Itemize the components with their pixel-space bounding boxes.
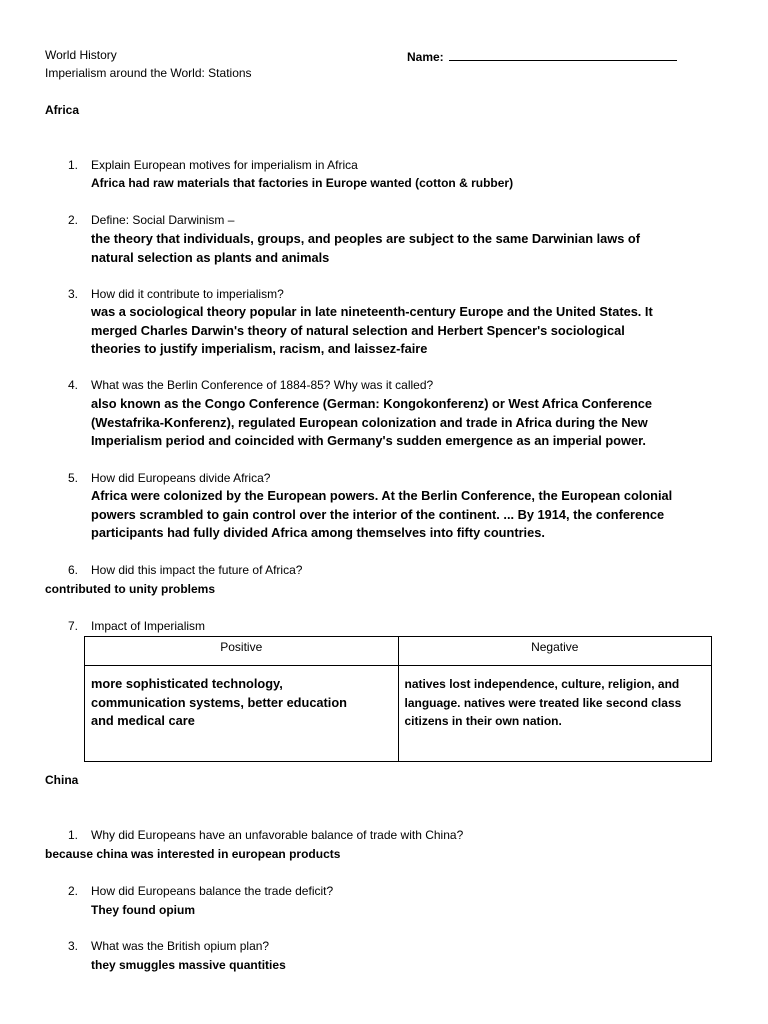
answer-line: participants had fully divided Africa among themselves into fifty countries.: [91, 525, 545, 541]
section-title-china: China: [45, 773, 79, 787]
question-number: 3.: [67, 939, 78, 953]
question-text: Explain European motives for imperialism in Africa: [91, 158, 358, 172]
answer-block: [91, 230, 640, 267]
course-title: World History: [45, 48, 117, 62]
answer-line: was a sociological theory popular in late nineteenth-century Europe and the United States. It: [91, 304, 653, 319]
question-number: 1.: [67, 828, 78, 842]
question-number: 7.: [67, 619, 78, 633]
question-number: 3.: [67, 287, 78, 301]
answer-line: Imperialism period and coincided with Germany's sudden emergence as an imperial power.: [91, 433, 646, 449]
answer-line: theories to justify imperialism, racism, and laissez-faire: [91, 341, 428, 357]
answer-block: [91, 487, 672, 543]
positive-header: Positive: [85, 637, 399, 666]
question-text: Impact of Imperialism: [91, 619, 206, 633]
name-label: Name:: [407, 50, 444, 64]
answer-line: Africa had raw materials that factories in Europe wanted (cotton & rubber): [91, 176, 514, 190]
positive-line: and medical care: [91, 713, 195, 729]
question-text: Define: Social Darwinism –: [91, 213, 235, 227]
answer-line: powers scrambled to gain control over the interior of the continent. ... By 1914, the conference: [91, 506, 665, 522]
answer-line: they smuggles massive quantities: [91, 958, 286, 972]
negative-line: citizens in their own nation.: [404, 714, 562, 729]
answer-line: They found opium: [91, 903, 195, 917]
answer-line: also known as the Congo Conference (German: Kongokonferenz) or West Africa Conference: [91, 396, 653, 411]
answer-line: (Westafrika-Konferenz), regulated European colonization and trade in Africa during the New: [91, 414, 648, 430]
answer-line: merged Charles Darwin's theory of natural selection and Herbert Spencer's sociological: [91, 322, 625, 338]
question-number: 6.: [67, 563, 78, 577]
question-number: 2.: [67, 884, 78, 898]
answer-line: because china was interested in european products: [45, 847, 341, 861]
question-number: 5.: [67, 471, 78, 485]
assignment-title: Imperialism around the World: Stations: [45, 66, 252, 80]
answer-line: the theory that individuals, groups, and peoples are subject to the same Darwinian laws of: [91, 231, 640, 246]
negative-line: language. natives were treated like second class: [404, 695, 682, 710]
negative-line: natives lost independence, culture, religion, and: [404, 677, 680, 691]
question-number: 4.: [67, 378, 78, 392]
question-text: What was the British opium plan?: [91, 939, 270, 953]
answer-block: [91, 395, 652, 451]
question-text: How did this impact the future of Africa?: [91, 563, 303, 577]
question-text: How did Europeans balance the trade deficit?: [91, 884, 334, 898]
name-blank-line[interactable]: [449, 48, 677, 61]
question-text: What was the Berlin Conference of 1884-85? Why was it called?: [91, 378, 434, 392]
positive-line: more sophisticated technology,: [91, 676, 283, 691]
name-field[interactable]: [407, 48, 677, 65]
positive-cell: [85, 666, 399, 762]
positive-line: communication systems, better education: [91, 694, 348, 710]
answer-line: Africa were colonized by the European powers. At the Berlin Conference, the European colonial: [91, 488, 673, 503]
question-number: 1.: [67, 158, 78, 172]
negative-cell: [398, 666, 712, 762]
answer-block: [91, 303, 653, 359]
answer-line: contributed to unity problems: [45, 582, 215, 596]
question-number: 2.: [67, 213, 78, 227]
table-header-row: [85, 637, 712, 666]
section-title-africa: Africa: [45, 103, 80, 117]
question-text: How did it contribute to imperialism?: [91, 287, 284, 301]
question-text: How did Europeans divide Africa?: [91, 471, 271, 485]
answer-line: natural selection as plants and animals: [91, 249, 330, 265]
negative-header: Negative: [398, 637, 712, 666]
question-text: Why did Europeans have an unfavorable balance of trade with China?: [91, 828, 464, 842]
impact-table: [84, 636, 712, 762]
table-row: [85, 666, 712, 762]
